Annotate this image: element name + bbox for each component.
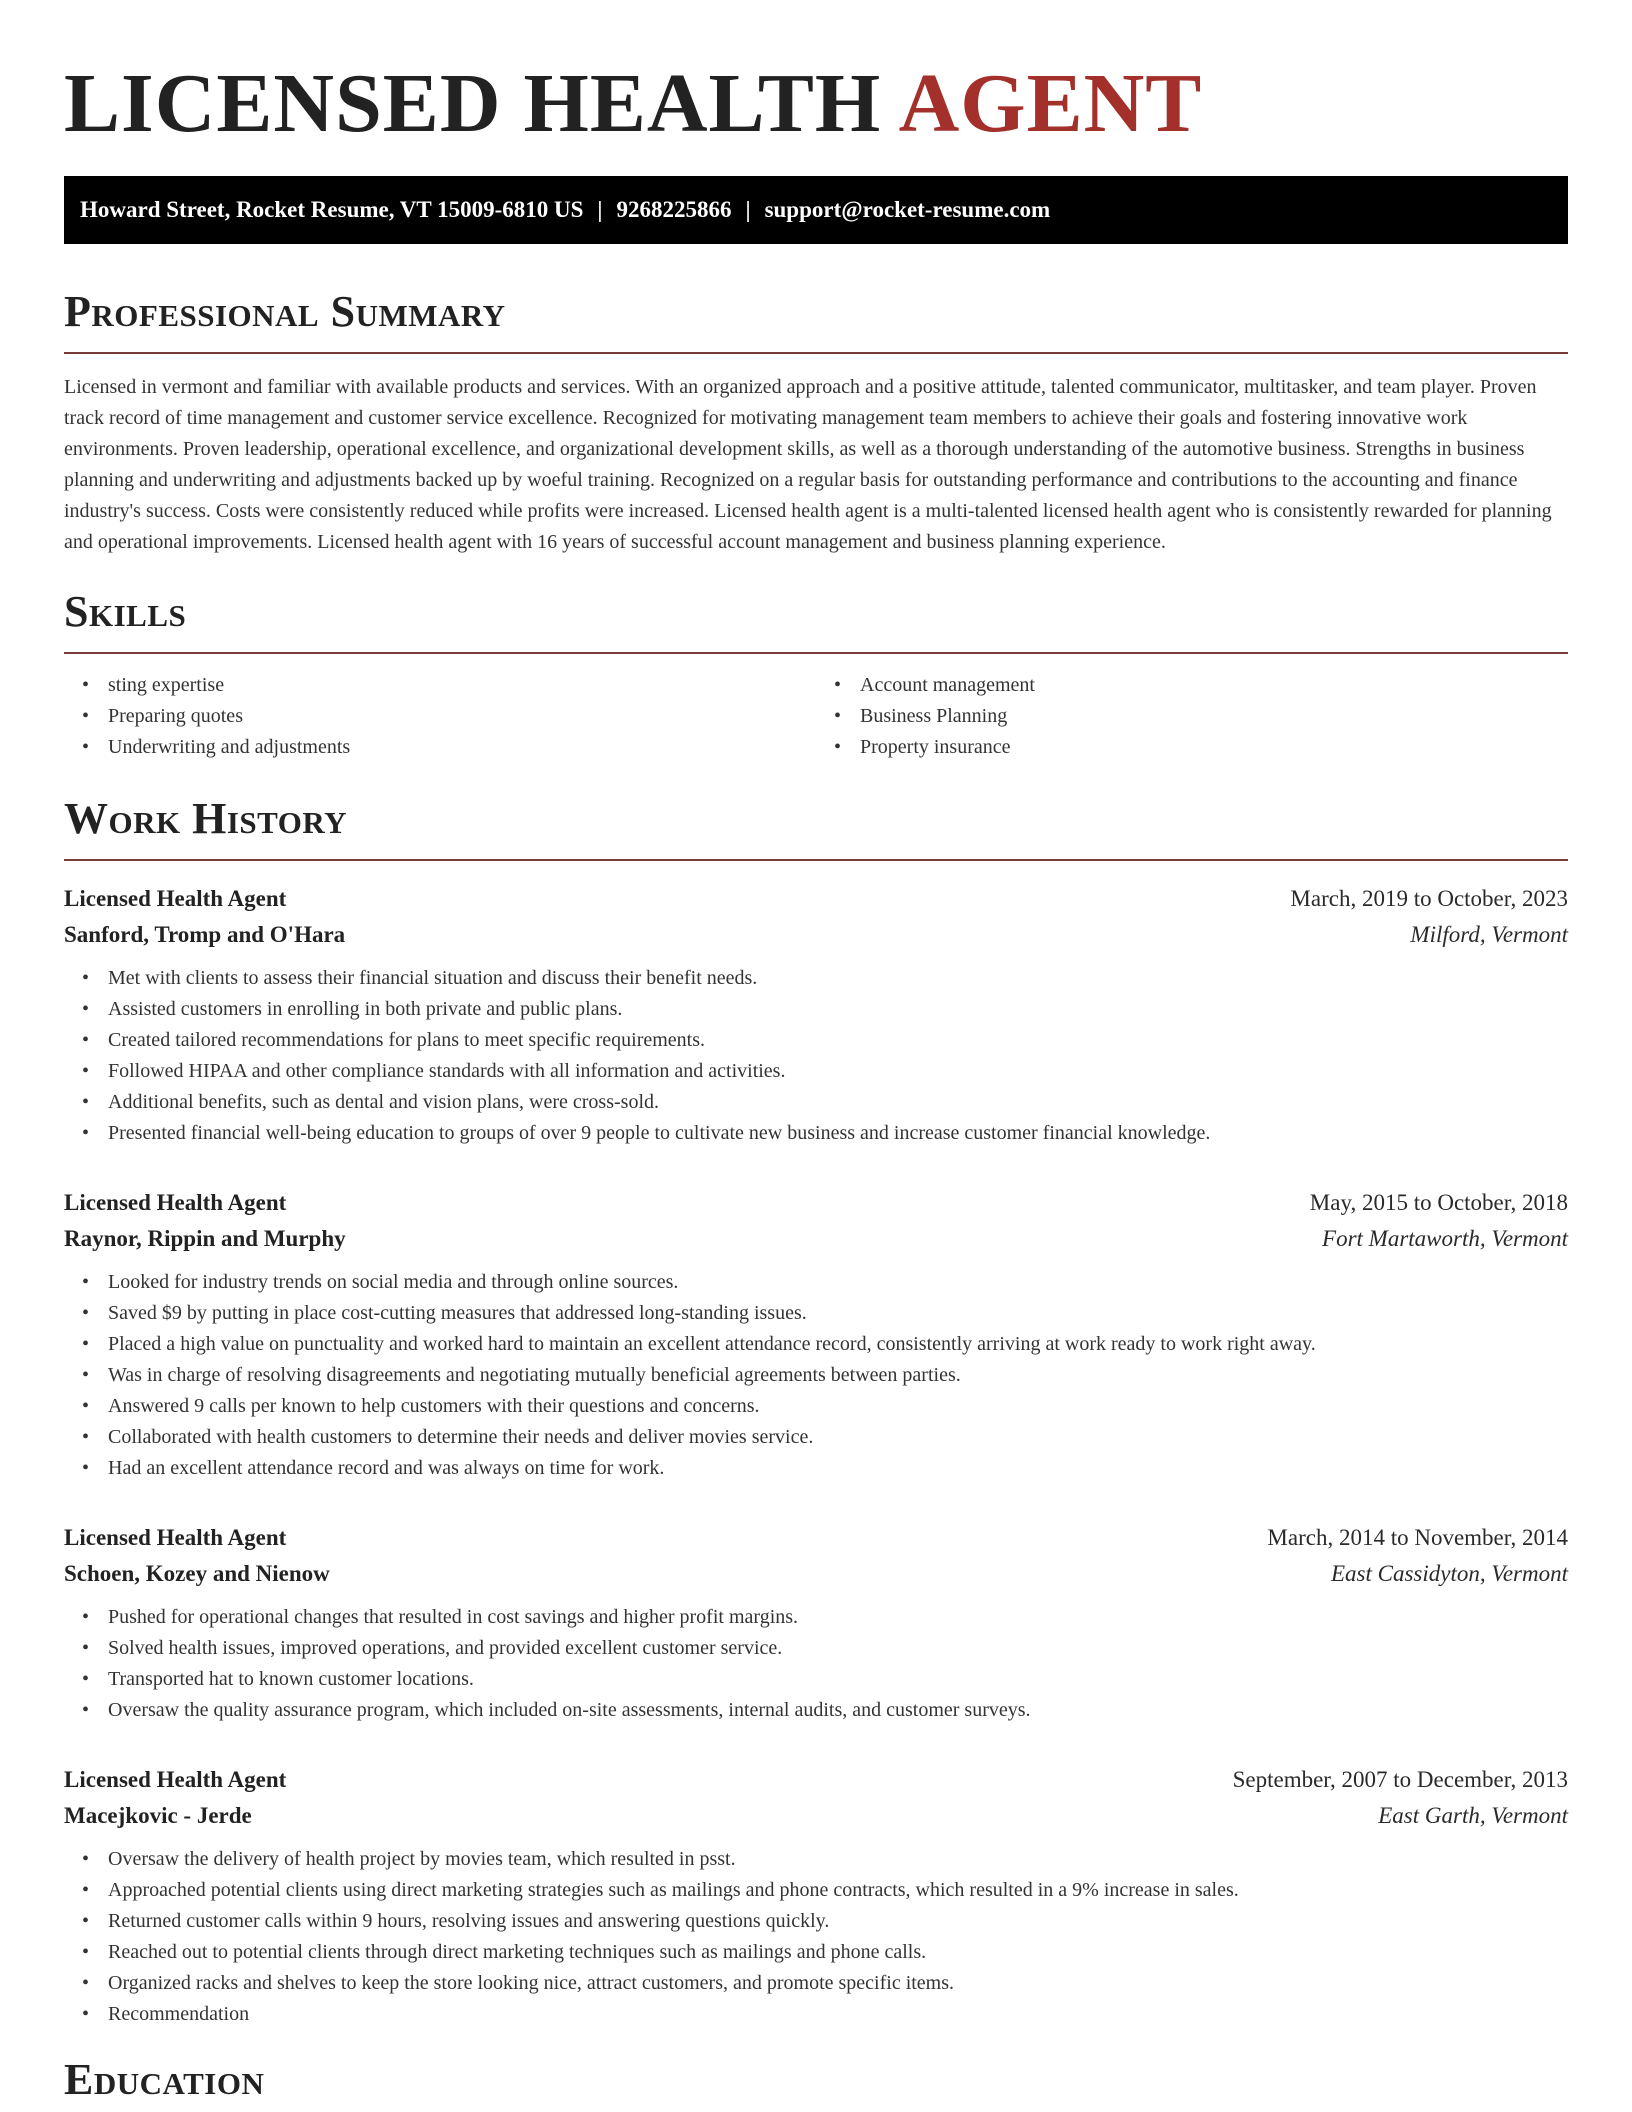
job-duty: • Additional benefits, such as dental and vision plans, were cross-sold. [108,1087,1568,1118]
job-duty: • Saved $9 by putting in place cost-cutting measures that addressed long-standing issues. [108,1298,1568,1329]
resume-page [64,0,1568,2106]
job-duty: • Followed HIPAA and other compliance standards with all information and activities. [108,1056,1568,1087]
skill-item: • Account management [860,670,1568,701]
job-dates: March, 2014 to November, 2014 [1267,1525,1568,1550]
skill-item: • Underwriting and adjustments [108,732,816,763]
section-divider [64,352,1568,354]
job-entry [64,881,1568,1149]
job-location: East Garth, Vermont [1378,1803,1568,1828]
job-duty: • Answered 9 calls per known to help customers with their questions and concerns. [108,1391,1568,1422]
contact-bar [64,176,1568,244]
job-title: Licensed Health Agent [64,1190,287,1215]
job-dates: May, 2015 to October, 2018 [1309,1190,1568,1215]
contact-separator: | [597,197,603,222]
job-duty: • Looked for industry trends on social media and through online sources. [108,1267,1568,1298]
job-duty: • Solved health issues, improved operations, and provided excellent customer service. [108,1633,1568,1664]
contact-email[interactable]: support@rocket-resume.com [764,197,1051,222]
job-duty: • Placed a high value on punctuality and worked hard to maintain an excellent attendance record, consistently arriving at work ready to work right away. [108,1329,1568,1360]
job-duty: • Was in charge of resolving disagreements and negotiating mutually beneficial agreements between parties. [108,1360,1568,1391]
job-header-row [64,881,1568,917]
contact-separator: | [745,197,751,222]
job-entry [64,1762,1568,2030]
section-divider [64,859,1568,861]
job-header-row [64,1520,1568,1556]
job-entry [64,1520,1568,1726]
job-location: Milford, Vermont [1410,922,1568,947]
job-location: Fort Martaworth, Vermont [1322,1226,1568,1251]
job-duties [64,963,1568,1149]
job-duty: • Reached out to potential clients through direct marketing techniques such as mailings and phone calls. [108,1937,1568,1968]
job-duties [64,1602,1568,1726]
job-entry [64,1185,1568,1484]
job-duty: • Collaborated with health customers to determine their needs and deliver movies service. [108,1422,1568,1453]
skill-item: • Property insurance [860,732,1568,763]
job-title: Licensed Health Agent [64,1525,287,1550]
job-company-row [64,1556,1568,1592]
skills-list [64,670,1568,763]
job-header-row [64,1762,1568,1798]
skill-item: • Preparing quotes [108,701,816,732]
job-duty: • Returned customer calls within 9 hours, resolving issues and answering questions quickly. [108,1906,1568,1937]
job-title: Licensed Health Agent [64,1767,287,1792]
job-duties [64,1267,1568,1484]
job-company: Raynor, Rippin and Murphy [64,1226,346,1251]
skill-item: • Business Planning [860,701,1568,732]
skills-column-right [816,670,1568,763]
job-company: Schoen, Kozey and Nienow [64,1561,330,1586]
section-divider [64,652,1568,654]
contact-address: Howard Street, Rocket Resume, VT 15009-6810 US [80,197,584,222]
job-duty: • Assisted customers in enrolling in both private and public plans. [108,994,1568,1025]
job-duty: • Had an excellent attendance record and was always on time for work. [108,1453,1568,1484]
job-dates: September, 2007 to December, 2013 [1232,1767,1568,1792]
job-header-row [64,1185,1568,1221]
job-company-row [64,917,1568,953]
resume-title [64,0,1568,152]
job-duty: • Approached potential clients using direct marketing strategies such as mailings and phone contracts, which resulted in a 9% increase in sales. [108,1875,1568,1906]
job-duty: • Pushed for operational changes that resulted in cost savings and higher profit margins. [108,1602,1568,1633]
job-duty: • Created tailored recommendations for plans to meet specific requirements. [108,1025,1568,1056]
title-main: LICENSED HEALTH [64,57,882,150]
job-company-row [64,1798,1568,1834]
skill-item: • sting expertise [108,670,816,701]
job-duties [64,1844,1568,2030]
job-duty: • Met with clients to assess their financial situation and discuss their benefit needs. [108,963,1568,994]
job-duty: • Presented financial well-being education to groups of over 9 people to cultivate new business and increase customer financial knowledge. [108,1118,1568,1149]
job-dates: March, 2019 to October, 2023 [1290,886,1568,911]
job-company-row [64,1221,1568,1257]
title-accent: AGENT [898,57,1203,150]
job-company: Sanford, Tromp and O'Hara [64,922,346,947]
skills-column-left [64,670,816,763]
section-title-education: Education [64,2055,265,2104]
section-title-skills: Skills [64,587,187,636]
section-title-summary: Professional Summary [64,287,506,336]
job-duty: • Recommendation [108,1999,1568,2030]
job-duty: • Oversaw the delivery of health project by movies team, which resulted in psst. [108,1844,1568,1875]
job-title: Licensed Health Agent [64,886,287,911]
contact-phone[interactable]: 9268225866 [616,197,732,222]
job-duty: • Oversaw the quality assurance program, which included on-site assessments, internal audits, and customer surveys. [108,1695,1568,1726]
job-company: Macejkovic - Jerde [64,1803,252,1828]
section-title-work-history: Work History [64,794,348,843]
job-location: East Cassidyton, Vermont [1330,1561,1568,1586]
summary-text: Licensed in vermont and familiar with available products and services. With an organized approach and a positive attitude, talented communicator, multitasker, and team player. Proven track record of time management and customer service excellence. Recognized for motivating management team members to achieve their goals and fostering innovative work environments. Proven leadership, operational excellence, and organizational development skills, as well as a thorough understanding of the automotive business. Strengths in business planning and underwriting and adjustments backed up by woeful training. Recognized on a regular basis for outstanding performance and contributions to the accounting and finance industry's success. Costs were consistently reduced while profits were increased. Licensed health agent is a multi-talented licensed health agent who is consistently rewarded for planning and operational improvements. Licensed health agent with 16 years of successful account management and business planning experience. [64,376,1552,553]
job-duty: • Transported hat to known customer locations. [108,1664,1568,1695]
job-duty: • Organized racks and shelves to keep the store looking nice, attract customers, and promote specific items. [108,1968,1568,1999]
